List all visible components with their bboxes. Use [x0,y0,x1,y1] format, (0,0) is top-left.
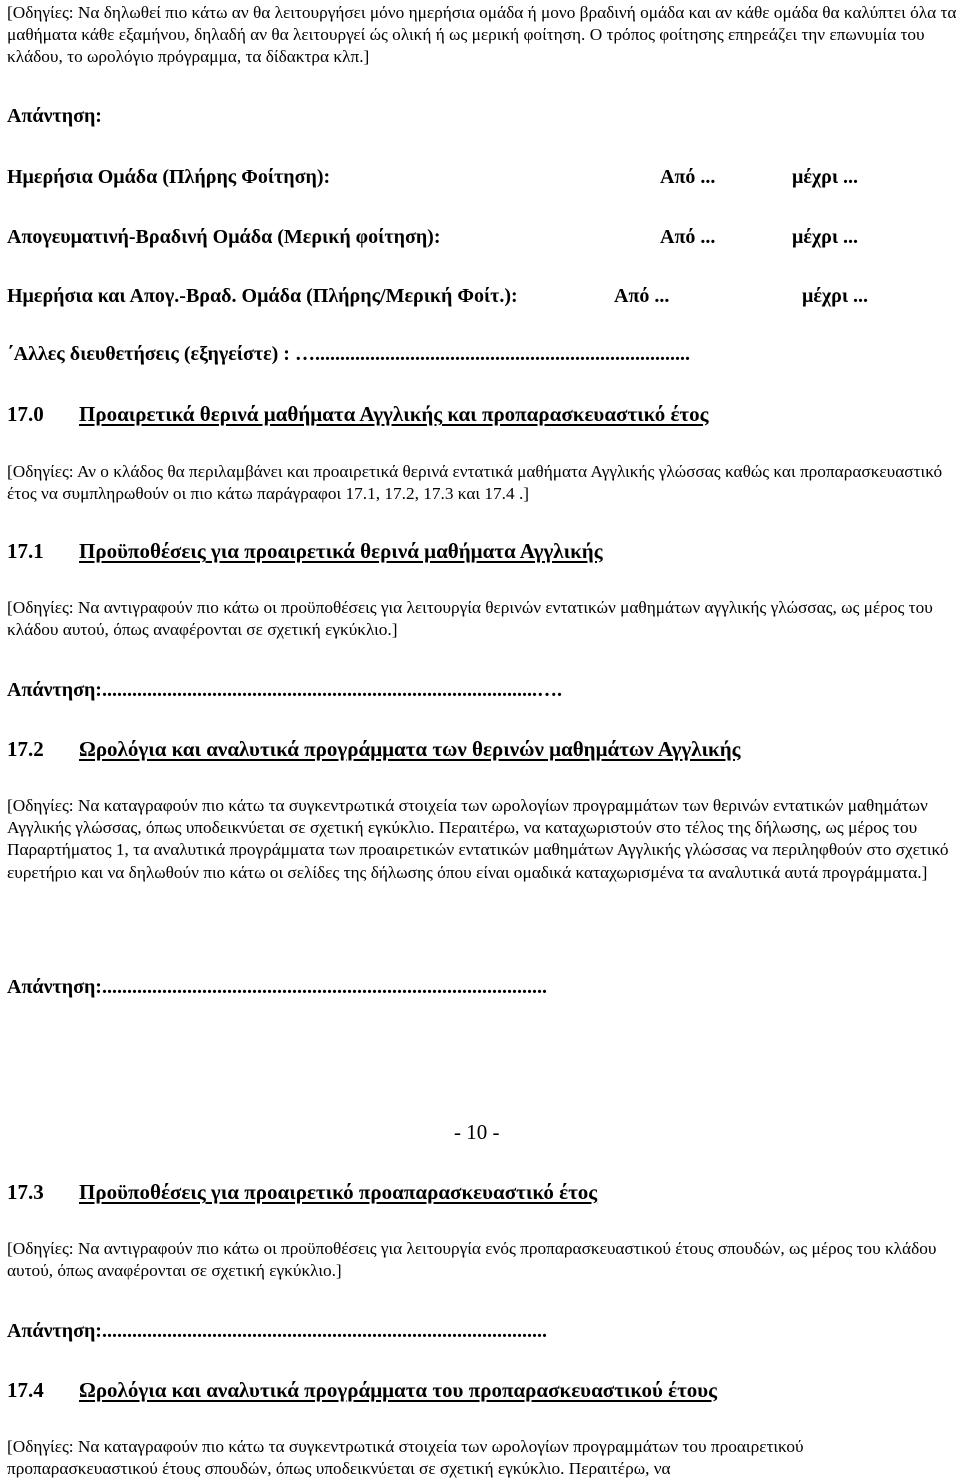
section-17-4-heading [7,1378,717,1403]
attendance-mixed-until: μέχρι ... [802,285,869,307]
other-arrangements: ΄Αλλες διευθετήσεις (εξηγείστε) : …........................................................................... [7,343,690,365]
attendance-evening-label: Απογευματινή-Βραδινή Ομάδα (Μερική φοίτηση): [7,226,441,248]
section-17-2-instructions: [Οδηγίες: Να καταγραφούν πιο κάτω τα συγκεντρωτικά στοιχεία των ωρολογίων προγραμμάτων των θερινών εντατικών μαθημάτων Αγγλικής γλώσσας, όπως υποδεικνύεται σε σχετική εγκύκλιο. Περαιτέρω, να καταχωριστούν στο τέλος της δήλωσης, ως μέρος του Παραρτήματος 1, τα αναλυτικά προγράμματα των προαιρετικών εντατικών μαθημάτων Αγγλικής γλώσσας να περιληφθούν στο σχετικό ευρετήριο και να δηλωθούν πιο κάτω οι σελίδες της δήλωσης όπου είναι ομαδικά καταχωρισμένα τα αναλυτικά αυτά προγράμματα.] [7,796,949,882]
section-17-3-answer: Απάντηση:......................................................................................... [7,1320,547,1342]
section-17-3-instructions: [Οδηγίες: Να αντιγραφούν πιο κάτω οι προϋποθέσεις για λειτουργία ενός προπαρασκευαστικού έτους σπουδών, ως μέρος του κλάδου αυτού, όπως αναφέρονται σε σχετική εγκύκλιο.] [7,1239,937,1281]
page-number: - 10 - [454,1120,500,1144]
section-title: Προϋποθέσεις για προαιρετικά θερινά μαθήματα Αγγλικής [79,539,603,563]
intro-instructions: [Οδηγίες: Να δηλωθεί πιο κάτω αν θα λειτουργήσει μόνο ημερήσια ομάδα ή μονο βραδινή ομάδα και αν κάθε ομάδα θα καλύπτει όλα τα μαθήματα κάθε εξαμήνου, δηλαδή αν θα λειτουργεί ώς ολική ή ως μερική φοίτηση. Ο τρόπος φοίτησης επηρεάζει την επωνυμία του κλάδου, το ωρολόγιο πρόγραμμα, τα δίδακτρα κλπ.] [7,3,957,67]
attendance-day-until: μέχρι ... [792,166,859,188]
attendance-evening-from: Από ... [660,226,716,248]
attendance-mixed-label: Ημερήσια και Απογ.-Βραδ. Ομάδα (Πλήρης/Μερική Φοίτ.): [7,285,518,307]
section-title: Ωρολόγια και αναλυτικά προγράμματα του προπαρασκευαστικού έτους [79,1378,718,1402]
attendance-day-from: Από ... [660,166,716,188]
section-17-2-heading [7,737,740,762]
section-17-0-instructions: [Οδηγίες: Αν ο κλάδος θα περιλαμβάνει και προαιρετικά θερινά εντατικά μαθήματα Αγγλικής γλώσσας καθώς και προπαρασκευαστικό έτος να συμπληρωθούν οι πιο κάτω παράγραφοι 17.1, 17.2, 17.3 και 17.4 .] [7,462,943,504]
section-title: Προϋποθέσεις για προαιρετικό προαπαρασκευαστικό έτος [79,1180,598,1204]
section-number: 17.3 [7,1180,44,1204]
section-number: 17.0 [7,402,44,426]
section-title: Ωρολόγια και αναλυτικά προγράμματα των θερινών μαθημάτων Αγγλικής [79,737,741,761]
section-17-2-answer: Απάντηση:......................................................................................... [7,976,547,998]
section-17-1-heading [7,539,603,564]
attendance-day-label: Ημερήσια Ομάδα (Πλήρης Φοίτηση): [7,166,331,188]
attendance-mixed-from: Από ... [614,285,670,307]
section-number: 17.2 [7,737,44,761]
section-17-1-answer: Απάντηση:.......................................................................................…. [7,679,562,701]
attendance-evening-until: μέχρι ... [792,226,859,248]
section-17-1-instructions: [Οδηγίες: Να αντιγραφούν πιο κάτω οι προϋποθέσεις για λειτουργία θερινών εντατικών μαθημάτων αγγλικής γλώσσας, ως μέρος του κλάδου αυτού, όπως αναφέρονται σε σχετική εγκύκλιο.] [7,598,933,640]
answer-label: Απάντηση: [7,105,102,127]
section-17-3-heading [7,1180,597,1205]
section-title: Προαιρετικά θερινά μαθήματα Αγγλικής και προπαρασκευαστικό έτος [79,402,709,426]
section-17-4-instructions: [Οδηγίες: Να καταγραφούν πιο κάτω τα συγκεντρωτικά στοιχεία των ωρολογίων προγραμμάτων του προαιρετικού προπαρασκευαστικού έτους σπουδών, όπως υποδεικνύεται σε σχετική εγκύκλιο. Περαιτέρω, να [7,1437,804,1479]
section-number: 17.1 [7,539,44,563]
section-number: 17.4 [7,1378,44,1402]
section-17-0-heading [7,402,708,427]
